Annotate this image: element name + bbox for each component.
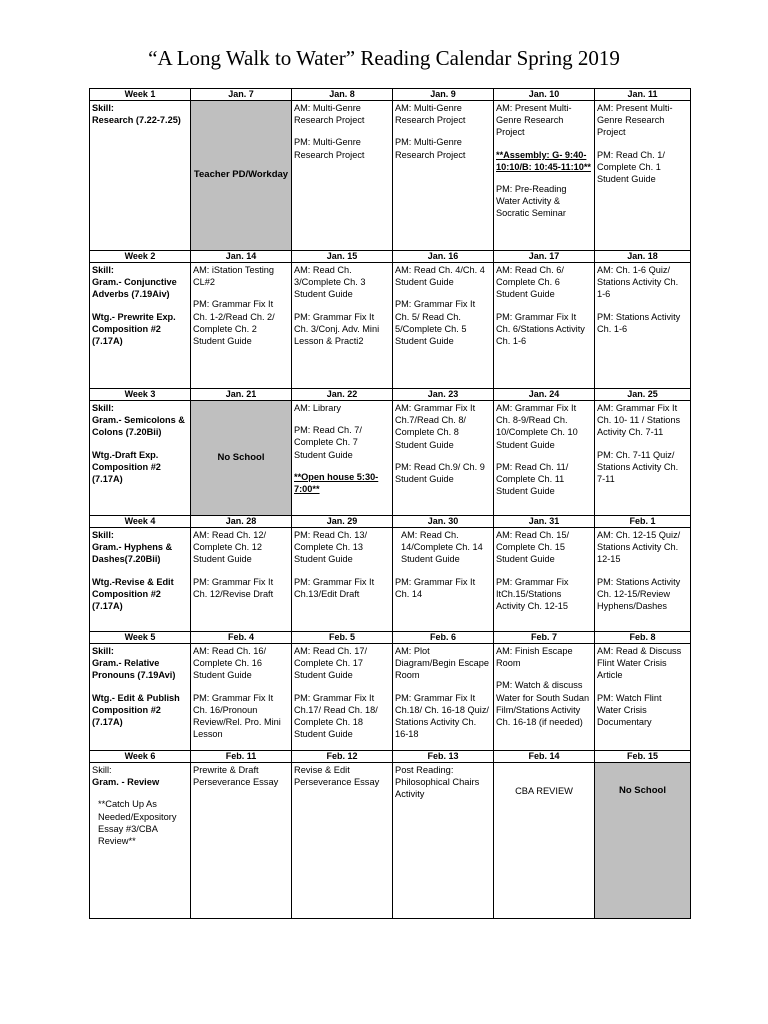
pm-activity: PM: Watch Flint Water Crisis Documentary	[597, 692, 662, 728]
skill-label: Skill:	[92, 646, 114, 656]
day-cell	[393, 101, 494, 251]
week-label: Week 6	[90, 751, 191, 763]
date-header: Jan. 9	[393, 89, 494, 101]
skill-cell	[90, 763, 191, 919]
date-header: Feb. 1	[595, 516, 691, 528]
am-activity: AM: Multi-Genre Research Project	[395, 103, 466, 126]
day-cell	[595, 263, 691, 389]
skill-label: Skill:	[92, 530, 114, 540]
writing-skill: Wtg.- Edit & Publish Composition #2 (7.17A)	[92, 692, 180, 728]
pm-activity: PM: Read Ch. 1/ Complete Ch. 1 Student Guide	[597, 149, 665, 185]
date-header: Jan. 24	[494, 389, 595, 401]
skill-label: Skill:	[92, 103, 114, 113]
date-header: Feb. 14	[494, 751, 595, 763]
date-header: Jan. 15	[292, 251, 393, 263]
pm-activity: PM: Grammar Fix It Ch. 3/Conj. Adv. Mini Lesson & Practi2	[294, 311, 380, 347]
pm-activity: PM: Stations Activity Ch. 1-6	[597, 311, 681, 334]
date-header: Jan. 29	[292, 516, 393, 528]
week-header-row	[90, 251, 691, 263]
day-note: Teacher PD/Workday	[193, 169, 289, 181]
writing-skill: Wtg.-Revise & Edit Composition #2 (7.17A)	[92, 576, 174, 612]
pm-activity: PM: Grammar Fix It Ch.17/ Read Ch. 18/ Complete Ch. 18 Student Guide	[294, 692, 378, 740]
writing-skill: Wtg.-Draft Exp. Composition #2 (7.17A)	[92, 449, 161, 485]
open-house-note: **Open house 5:30-7:00**	[294, 471, 379, 495]
week-header-row	[90, 751, 691, 763]
am-activity: AM: Ch. 12-15 Quiz/ Stations Activity Ch. 12-15	[597, 530, 681, 565]
pm-activity: PM: Read Ch. 7/ Complete Ch. 7 Student Guide	[294, 425, 362, 460]
am-activity: AM: Plot Diagram/Begin Escape Room	[395, 646, 489, 681]
skill-label: Skill:	[92, 403, 114, 413]
week-label: Week 5	[90, 632, 191, 644]
no-school-cell	[595, 763, 691, 919]
day-cell	[494, 101, 595, 251]
am-activity: AM: Finish Escape Room	[496, 646, 573, 669]
am-activity: AM: Read Ch. 15/ Complete Ch. 15 Student Guide	[496, 530, 570, 565]
date-header: Feb. 5	[292, 632, 393, 644]
am-activity: AM: Present Multi-Genre Research Project	[597, 103, 673, 138]
pm-activity: PM: Watch & discuss Water for South Sudan Film/Stations Activity Ch. 16-18 (if needed)	[496, 680, 590, 728]
day-cell	[292, 763, 393, 919]
am-activity: AM: Read Ch. 3/Complete Ch. 3 Student Guide	[294, 265, 366, 300]
day-cell	[393, 401, 494, 516]
pm-activity: PM: Pre-Reading Water Activity & Socratic Seminar	[496, 184, 567, 219]
am-activity: AM: Read Ch. 16/ Complete Ch. 16 Student Guide	[193, 646, 267, 681]
skill-cell	[90, 528, 191, 632]
pm-activity: PM: Stations Activity Ch. 12-15/Review Hyphens/Dashes	[597, 576, 681, 612]
writing-skill: Wtg.- Prewrite Exp. Composition #2 (7.17A)	[92, 311, 176, 347]
day-cell	[393, 644, 494, 751]
skill-text: Gram.- Relative Pronouns (7.19Avi)	[92, 658, 176, 681]
pm-activity: PM: Multi-Genre Research Project	[395, 137, 466, 160]
day-cell	[191, 263, 292, 389]
day-cell	[595, 401, 691, 516]
day-cell	[292, 101, 393, 251]
day-cell	[191, 763, 292, 919]
am-activity: AM: Read Ch. 12/ Complete Ch. 12 Student Guide	[193, 530, 267, 565]
date-header: Jan. 11	[595, 89, 691, 101]
am-activity: AM: Present Multi-Genre Research Project	[496, 103, 572, 138]
day-activity: Prewrite & Draft Perseverance Essay	[193, 765, 279, 788]
day-cell	[191, 528, 292, 632]
date-header: Feb. 7	[494, 632, 595, 644]
am-activity: AM: Grammar Fix It Ch. 8-9/Read Ch. 10/Complete Ch. 10 Student Guide	[496, 403, 578, 450]
am-activity: AM: Read Ch. 4/Ch. 4 Student Guide	[395, 265, 485, 288]
date-header: Jan. 18	[595, 251, 691, 263]
day-cell	[494, 401, 595, 516]
date-header: Feb. 8	[595, 632, 691, 644]
pm-activity: PM: Grammar Fix ItCh.15/Stations Activity Ch. 12-15	[496, 576, 569, 612]
skill-text: Gram. - Review	[92, 777, 160, 788]
date-header: Jan. 22	[292, 389, 393, 401]
pm-activity: PM: Grammar Fix It Ch.13/Edit Draft	[294, 576, 375, 599]
am-activity: PM: Read Ch. 13/ Complete Ch. 13 Student Guide	[294, 530, 368, 565]
date-header: Jan. 17	[494, 251, 595, 263]
day-cell	[191, 644, 292, 751]
am-activity: AM: Grammar Fix It Ch. 10- 11 / Stations Activity Ch. 7-11	[597, 403, 681, 438]
skill-cell	[90, 644, 191, 751]
date-header: Feb. 13	[393, 751, 494, 763]
pm-activity: PM: Read Ch.9/ Ch. 9 Student Guide	[395, 461, 485, 485]
day-note: No School	[217, 451, 265, 463]
day-cell	[595, 644, 691, 751]
date-header: Jan. 10	[494, 89, 595, 101]
am-activity: AM: Grammar Fix It Ch.7/Read Ch. 8/ Complete Ch. 8 Student Guide	[395, 403, 476, 450]
day-cell	[292, 263, 393, 389]
date-header: Jan. 25	[595, 389, 691, 401]
date-header: Jan. 21	[191, 389, 292, 401]
reading-calendar-table	[89, 88, 691, 919]
skill-cell	[90, 101, 191, 251]
week-header-row	[90, 89, 691, 101]
day-activity: CBA REVIEW	[515, 786, 573, 796]
am-activity: AM: Multi-Genre Research Project	[294, 103, 365, 126]
day-cell	[393, 763, 494, 919]
pm-activity: PM: Multi-Genre Research Project	[294, 137, 365, 160]
week-header-row	[90, 516, 691, 528]
skill-cell	[90, 401, 191, 516]
skill-text: Gram.- Hyphens & Dashes(7.20Bii)	[92, 542, 173, 565]
day-note: No School	[619, 785, 666, 796]
date-header: Jan. 8	[292, 89, 393, 101]
date-header: Feb. 12	[292, 751, 393, 763]
am-activity: AM: Library	[294, 403, 341, 413]
pm-activity: PM: Ch. 7-11 Quiz/ Stations Activity Ch. 7-11	[597, 449, 679, 485]
date-header: Jan. 28	[191, 516, 292, 528]
am-activity: AM: iStation Testing CL#2	[193, 265, 275, 288]
skill-text: Research (7.22-7.25)	[92, 115, 181, 126]
day-cell	[292, 401, 393, 516]
week-label: Week 3	[90, 389, 191, 401]
date-header: Jan. 16	[393, 251, 494, 263]
am-activity: AM: Read Ch. 17/ Complete Ch. 17 Student Guide	[294, 646, 368, 681]
day-cell	[595, 528, 691, 632]
skill-label: Skill:	[92, 765, 112, 775]
date-header: Jan. 30	[393, 516, 494, 528]
day-cell	[595, 101, 691, 251]
catch-up-note: **Catch Up As Needed/Expository Essay #3/CBA Review**	[98, 799, 177, 847]
day-cell	[494, 644, 595, 751]
day-cell	[494, 528, 595, 632]
date-header: Jan. 31	[494, 516, 595, 528]
date-header: Feb. 4	[191, 632, 292, 644]
date-header: Feb. 11	[191, 751, 292, 763]
date-header: Feb. 6	[393, 632, 494, 644]
pm-activity: PM: Read Ch. 11/ Complete Ch. 11 Student Guide	[496, 461, 569, 497]
week-label: Week 2	[90, 251, 191, 263]
am-activity: AM: Read Ch. 14/Complete Ch. 14 Student Guide	[401, 530, 483, 565]
assembly-note: **Assembly: G- 9:40-10:10/B: 10:45-11:10**	[496, 149, 591, 172]
day-cell	[393, 528, 494, 632]
page-title: “A Long Walk to Water” Reading Calendar Spring 2019	[148, 46, 620, 70]
skill-text: Gram.- Conjunctive Adverbs (7.19Aiv)	[92, 277, 177, 300]
pm-activity: PM: Grammar Fix It Ch.18/ Ch. 16-18 Quiz/ Stations Activity Ch. 16-18	[395, 692, 489, 740]
pm-activity: PM: Grammar Fix It Ch. 14	[395, 576, 476, 599]
pm-activity: PM: Grammar Fix It Ch. 16/Pronoun Review/Rel. Pro. Mini Lesson	[193, 692, 281, 740]
skill-label: Skill:	[92, 265, 114, 275]
day-activity: Revise & Edit Perseverance Essay	[294, 765, 380, 788]
am-activity: AM: Read Ch. 6/ Complete Ch. 6 Student Guide	[496, 265, 564, 300]
pm-activity: PM: Grammar Fix It Ch. 5/ Read Ch. 5/Complete Ch. 5 Student Guide	[395, 299, 476, 347]
pm-activity: PM: Grammar Fix It Ch. 6/Stations Activity Ch. 1-6	[496, 311, 585, 347]
am-activity: AM: Read & Discuss Flint Water Crisis Article	[597, 646, 682, 681]
day-cell	[494, 763, 595, 919]
am-activity: AM: Ch. 1-6 Quiz/ Stations Activity Ch. 1-6	[597, 265, 679, 300]
day-cell	[494, 263, 595, 389]
week-label: Week 1	[90, 89, 191, 101]
pm-activity: PM: Grammar Fix It Ch. 12/Revise Draft	[193, 576, 274, 599]
date-header: Jan. 14	[191, 251, 292, 263]
workday-cell	[191, 101, 292, 251]
week-header-row	[90, 632, 691, 644]
date-header: Jan. 23	[393, 389, 494, 401]
day-cell	[393, 263, 494, 389]
date-header: Feb. 15	[595, 751, 691, 763]
day-cell	[292, 644, 393, 751]
skill-cell	[90, 263, 191, 389]
day-cell	[292, 528, 393, 632]
no-school-cell	[191, 401, 292, 516]
pm-activity: PM: Grammar Fix It Ch. 1-2/Read Ch. 2/ Complete Ch. 2 Student Guide	[193, 299, 275, 347]
day-activity: Post Reading: Philosophical Chairs Activity	[395, 765, 480, 800]
week-header-row	[90, 389, 691, 401]
date-header: Jan. 7	[191, 89, 292, 101]
skill-text: Gram.- Semicolons & Colons (7.20Bii)	[92, 415, 185, 438]
week-label: Week 4	[90, 516, 191, 528]
